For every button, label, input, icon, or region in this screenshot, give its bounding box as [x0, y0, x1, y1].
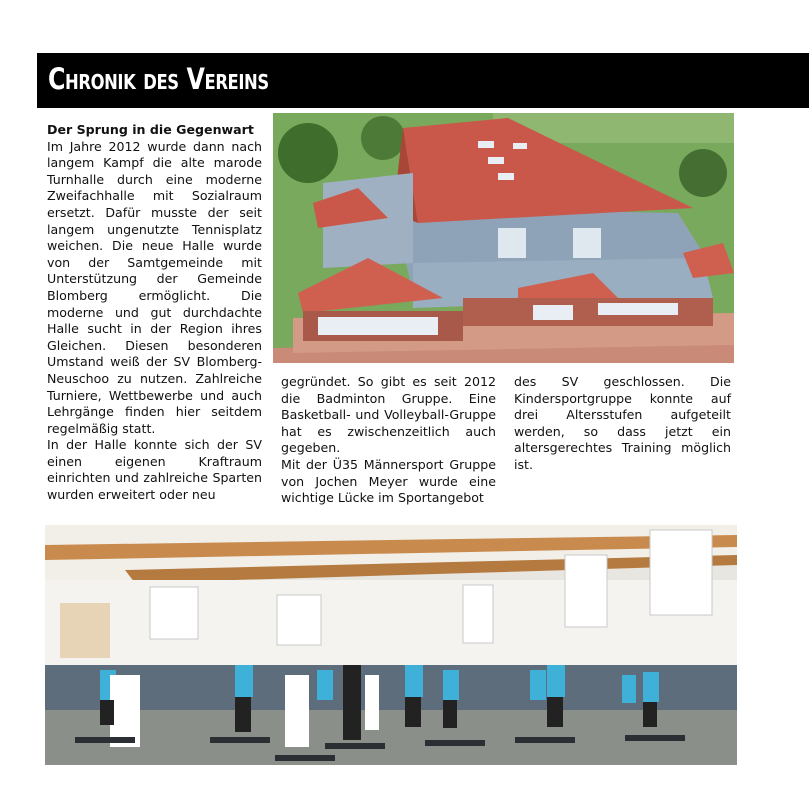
paragraph: Im Jahre 2012 wurde dann nach langem Kampf die alte marode Turnhalle durch eine moderne Zweifachhalle mit Sozialraum ersetzt. Dafür musste der seit langem ungenutzte Tennisplatz weichen. Die neue Halle wurde von der Samtgemeinde mit Unterstützung der Gemeinde Blomberg ermöglicht. Die moderne und gut durchdachte Halle sucht in der Region ihres Gleichen. Diesen besonderen Umstand weiß der SV Blomberg-Neuschoo zu nutzen. Zahlreiche Turniere, Wettbewerbe und auch Lehrgänge finden hier seitdem regelmäßig statt. — [47, 138, 262, 436]
paragraph: gegründet. So gibt es seit 2012 die Badminton Gruppe. Eine Basketball- und Volleyball-Gruppe hat es zwischenzeitlich auch gegeben. — [281, 374, 496, 456]
gym-interior-illustration — [45, 525, 737, 765]
page-title: Chronik des Vereins — [48, 62, 269, 96]
sports-hall-illustration — [273, 113, 734, 363]
text-column-3 — [514, 374, 731, 474]
paragraph: Mit der Ü35 Männersport Gruppe von Jochen Meyer wurde eine wichtige Lücke im Sportangebot — [281, 456, 496, 506]
gym-interior-photo — [45, 525, 737, 765]
text-column-1 — [47, 122, 262, 504]
paragraph: des SV geschlossen. Die Kindersportgruppe konnte auf drei Altersstufen aufgeteilt werden, so dass jetzt ein altersgerechtes Training möglich ist. — [514, 374, 731, 472]
section-heading: Der Sprung in die Gegenwart — [47, 122, 254, 137]
sports-hall-aerial-photo — [273, 113, 734, 363]
title-bar — [37, 53, 809, 108]
paragraph: In der Halle konnte sich der SV einen eigenen Kraftraum einrichten und zahlreiche Sparten wurden erweitert oder neu — [47, 437, 262, 503]
text-column-2 — [281, 374, 496, 507]
